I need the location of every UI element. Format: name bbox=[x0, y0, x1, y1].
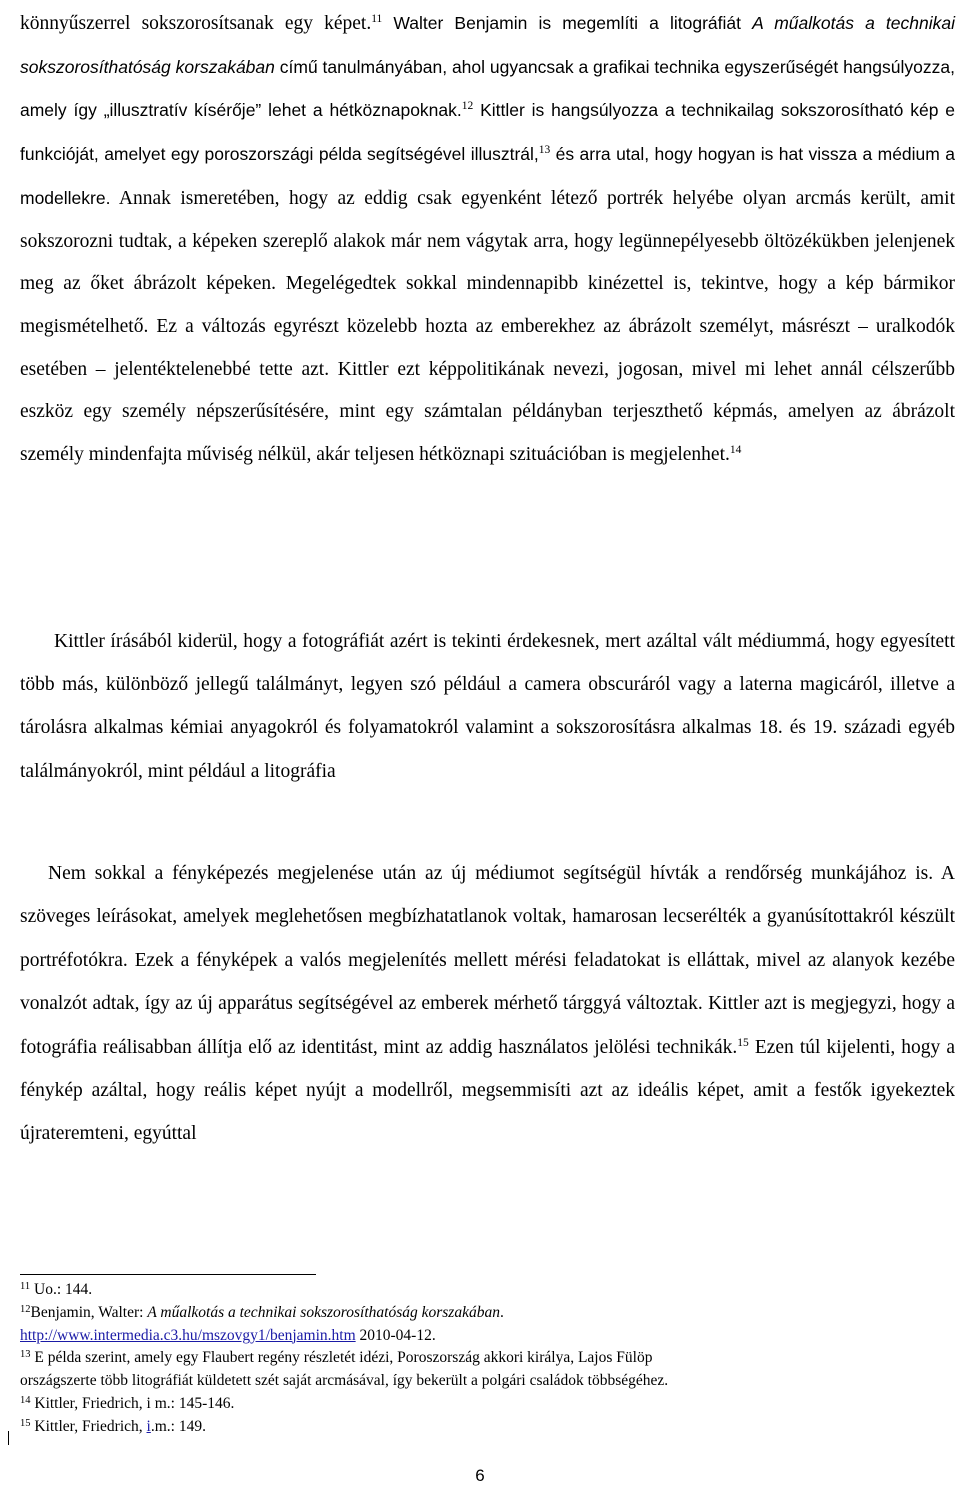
text-run: Ezen túl kijelenti, hogy a fénykép azáltal, hogy reális képet nyújt a modellről, megsemmisíti azt az ideális képet, amit a festők igyekeztek újrateremteni, egyúttal bbox=[20, 1036, 955, 1145]
source-link[interactable]: http://www.intermedia.c3.hu/mszovgy1/benjamin.htm bbox=[20, 1326, 356, 1344]
text-run: könnyűszerrel sokszorosítsanak egy képet. bbox=[20, 13, 372, 34]
book-title: A műalkotás a technikai sokszorosíthatóság korszakában bbox=[20, 13, 955, 77]
footnote-ref-15[interactable]: 15 bbox=[737, 1036, 749, 1049]
footnote-ref-14[interactable]: 14 bbox=[729, 444, 742, 457]
footnote-ref-12[interactable]: 12 bbox=[461, 100, 474, 113]
footnote-ref-13[interactable]: 13 bbox=[538, 144, 551, 157]
footnote-11: $^{11}$ Uo.: 144. bbox=[20, 1280, 93, 1298]
footnote-12-source: http://www.intermedia.c3.hu/mszovgy1/benjamin.htm 2010-04-12. bbox=[20, 1326, 436, 1344]
text-run: Nem sokkal a fényképezés megjelenése után az új médiumot segítségül hívták a rendőrség munkájához is. A szöveges leírásokat, amelyek meglehetősen megbízhatatlanok voltak, hamarosan lecserélték a gyanúsítottakról készült portréfotókra. Ezek a fényképek a valós megjelenítés mellett mérési feladatokat is elláttak, mivel az alanyok kezébe vonalzót adtak, így az új apparátus segítségével az emberek mérhető tárggyá változtak. Kittler azt is megjegyzi, hogy a fotográfia reálisabban állítja elő az identitást, mint az addig használatos jelölési technikák. bbox=[20, 863, 955, 1058]
footnote-12: $^{12}$Benjamin, Walter: A műalkotás a technikai sokszorosíthatóság korszakában. bbox=[20, 1303, 504, 1321]
revision-bar bbox=[8, 1431, 9, 1445]
footnote-15-link[interactable]: i bbox=[146, 1417, 151, 1435]
footnote-15: $^{15}$ Kittler, Friedrich, i.m.: 149. bbox=[20, 1417, 206, 1435]
paragraph-2 bbox=[20, 620, 955, 793]
text-run: Kittler írásából kiderül, hogy a fotográfiát azért is tekinti érdekesnek, mert azáltal vált médiummá, hogy egyesített több más, különböző jellegű találmányt, legyen szó például a camera obscuráról vagy a laterna magicáról, illetve a tárolásra alkalmas kémiai anyagokról és folyamatokról valamint a sokszorosításra alkalmas 18. és 19. századi egyéb találmányokról, mint például a litográfia bbox=[20, 631, 955, 782]
footnote-14: $^{14}$ Kittler, Friedrich, i m.: 145-146. bbox=[20, 1394, 235, 1412]
text-run: című tanulmányában, ahol ugyancsak a grafikai technika egyszerűségét hangsúlyozza, amely így „illusztratív kísérője” lehet a hétköznapoknak. bbox=[20, 56, 955, 121]
text-run: Kittler is hangsúlyozza a technikailag sokszorosítható kép e funkcióját, amelyet egy poroszországi példa segítségével illusztrál, bbox=[20, 100, 955, 165]
footnotes bbox=[20, 1279, 960, 1439]
text-run: és arra utal, hogy hogyan is hat vissza a médium a modellekre. bbox=[20, 144, 955, 208]
footnote-13: $^{13}$ E példa szerint, amely egy Flaubert regény részletét idézi, Poroszország akkori királya, Lajos Fülöp bbox=[20, 1349, 653, 1367]
paragraph-1 bbox=[20, 2, 955, 477]
page-number: 6 bbox=[475, 1466, 485, 1485]
footnote-separator bbox=[20, 1274, 316, 1275]
footnote-13-continued: országszerte több litográfiát küldetett szét saját arcmásával, így bekerült a polgári családok többségéhez. bbox=[20, 1372, 669, 1390]
footnote-ref-11[interactable]: 11 bbox=[371, 13, 383, 26]
text-run: Annak ismeretében, hogy az eddig csak egyenként létező portrék helyébe olyan arcmás került, amit sokszorozni tudtak, a képeken szereplő alakok már nem vágytak arra, hogy legünnepélyesebb öltözékükben jelenjenek meg az őket ábrázolt képeken. Megelégedtek sokkal mindennapibb kinézettel is, tekintve, hogy a kép bármikor megismételhető. Ez a változás egyrészt közelebb hozta az emberekhez az ábrázolt személyt, másrészt – uralkodók esetében – jelentéktelenebbé tette azt. Kittler ezt képpolitikának nevezi, jogosan, mivel mi lehet annál célszerűbb eszköz egy személy népszerűsítésére, mint egy számtalan példányban terjeszthető képmás, amelyen az ábrázolt személy mindenfajta műviség nélkül, akár teljesen hétköznapi szituációban is megjelenhet. bbox=[20, 187, 955, 466]
paragraph-3 bbox=[20, 852, 955, 1156]
text-run: Walter Benjamin is megemlíti a litográfiát bbox=[382, 13, 753, 33]
